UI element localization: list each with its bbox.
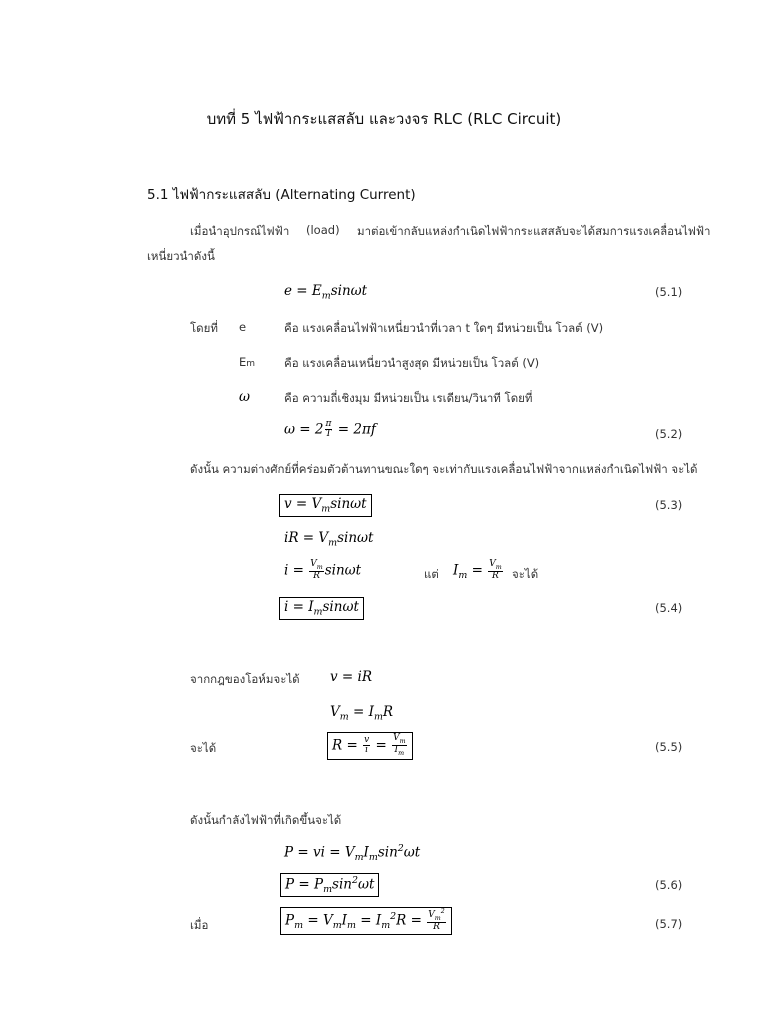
equation-ir: iR = $V_m\sin\omega t$ — [284, 530, 374, 549]
equation-5-3: $v = V_m\sin\omega t$ — [279, 494, 372, 517]
voltage-paragraph: ดังนั้น ความต่างศักย์ที่คร่อมตัวต้านทานขณะใดๆ จะเท่ากับแรงเคลื่อนไฟฟ้าจากแหล่งกำเนิดไฟฟ้า จะได้ — [190, 462, 698, 476]
but-label: แต่ — [424, 567, 439, 581]
eq-number-5-5: (5.5) — [655, 740, 683, 754]
equation-ohm: v = iR — [330, 669, 373, 685]
page-title: บทที่ 5 ไฟฟ้ากระแสสลับ และวงจร RLC (RLC Circuit) — [206, 110, 562, 128]
equation-power: P = vi = $V_mI_m\sin^2\omega t$ — [284, 843, 421, 864]
eq-number-5-4: (5.4) — [655, 601, 683, 615]
def-text-omega: คือ ความถี่เชิงมุม มีหน่วยเป็น เรเดียน/วินาที โดยที่ — [284, 391, 533, 405]
def-text-e: คือ แรงเคลื่อนไฟฟ้าเหนี่ยวนำที่เวลา t ใดๆ มีหน่วยเป็น โวลต์ (V) — [284, 321, 604, 335]
result-label: จะได้ — [190, 741, 217, 755]
intro-text-line2: เหนี่ยวนำดังนี้ — [147, 249, 215, 263]
equation-5-6: $P = P_m\sin^2\omega t$ — [280, 873, 379, 897]
equation-5-4: $i = I_m\sin\omega t$ — [279, 597, 364, 620]
eq-number-5-3: (5.3) — [655, 498, 683, 512]
where-label: โดยที่ — [190, 321, 218, 335]
eq-number-5-7: (5.7) — [655, 917, 683, 931]
equation-i: i = $\frac{V_m}{R}$ sinωt — [284, 559, 362, 582]
intro-text-c: มาต่อเข้ากลับแหล่งกำเนิดไฟฟ้ากระแสสลับจะได้สมการแรงเคลื่อนไฟฟ้า — [357, 224, 711, 238]
equation-5-7: $P_m = V_mI_m = I_m^2R$ = $\frac{V_m^2}{R}$ — [280, 907, 452, 935]
get-label: จะได้ — [512, 567, 539, 581]
ohm-label: จากกฎของโอห์มจะได้ — [190, 672, 300, 686]
eq-number-5-1: (5.1) — [655, 285, 683, 299]
def-symbol-omega: ω — [239, 389, 251, 405]
eq-number-5-2: (5.2) — [655, 427, 683, 441]
power-intro: ดังนั้นกำลังไฟฟ้าที่เกิดขึ้นจะได้ — [190, 813, 342, 827]
equation-5-5: R = $\frac{v}{i}$ = $\frac{V_m}{I_m}$ — [327, 732, 413, 760]
section-heading: 5.1 ไฟฟ้ากระแสสลับ (Alternating Current) — [147, 187, 416, 203]
intro-text-a: เมื่อนำอุปกรณ์ไฟฟ้า — [190, 224, 290, 238]
equation-im: $I_m$ = $\frac{V_m}{R}$ — [453, 559, 502, 582]
equation-5-1: $e = E_m\sin\omega t$ — [284, 283, 368, 302]
when-label: เมื่อ — [190, 918, 209, 932]
equation-5-2: ω = 2 $\frac{\pi}{T}$ = 2πf — [284, 419, 376, 440]
def-symbol-em: Em — [239, 355, 256, 369]
def-symbol-e: e — [239, 320, 247, 334]
eq-number-5-6: (5.6) — [655, 878, 683, 892]
intro-text-b: (load) — [306, 223, 340, 237]
def-text-em: คือ แรงเคลื่อนเหนี่ยวนำสูงสุด มีหน่วยเป็น โวลต์ (V) — [284, 356, 540, 370]
equation-vm: $V_m = I_mR$ — [330, 704, 394, 723]
